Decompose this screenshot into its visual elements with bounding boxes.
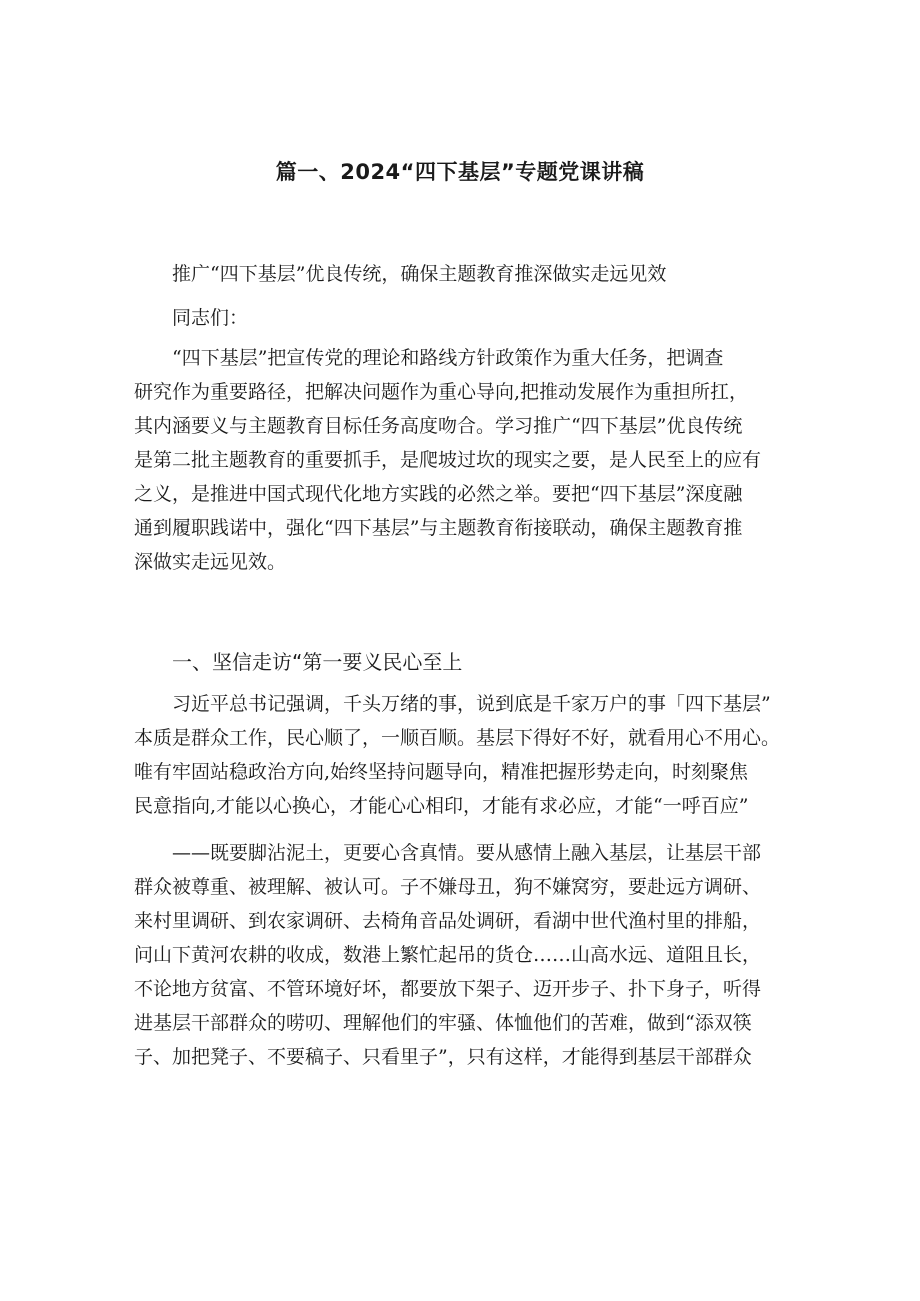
intro-paragraph <box>134 341 796 579</box>
paragraph-line: 深做实走远见效。 <box>134 551 287 573</box>
paragraph-line: 习近平总书记强调，千头万绪的事，说到底是千家万户的事「四下基层” <box>172 693 771 715</box>
document-title: 篇一、2024“四下基层”专题党课讲稿 <box>275 160 645 184</box>
paragraph-line: 本质是群众工作，民心顺了，一顺百顺。基层下得好不好，就看用心不用心。 <box>134 727 781 749</box>
speech-subtitle: 推广“四下基层”优良传统，确保主题教育推深做实走远见效 <box>172 263 667 285</box>
paragraph-line: 不论地方贫富、不管环境好坏，都要放下架子、迈开步子、扑下身子，听得 <box>134 978 762 1000</box>
section-paragraph-1 <box>134 687 796 823</box>
paragraph-line: 民意指向,才能以心换心，才能心心相印，才能有求必应，才能“一呼百应” <box>134 795 749 817</box>
paragraph-line: ——既要脚沾泥土，更要心含真情。要从感情上融入基层，让基层干部 <box>172 842 762 864</box>
paragraph-line: 来村里调研、到农家调研、去椅角音品处调研，看湖中世代渔村里的排船， <box>134 910 762 932</box>
paragraph-line: 是第二批主题教育的重要抓手，是爬坡过坎的现实之要，是人民至上的应有 <box>134 449 762 471</box>
section-paragraph-2 <box>134 836 796 1074</box>
paragraph-line: “四下基层”把宣传党的理论和路线方针政策作为重大任务，把调查 <box>172 347 724 369</box>
paragraph-line: 通到履职践诺中，强化“四下基层”与主题教育衔接联动，确保主题教育推 <box>134 517 743 539</box>
section-heading: 一、坚信走访“第一要义民心至上 <box>172 650 463 674</box>
paragraph-line: 问山下黄河农耕的收成，数港上繁忙起吊的货仓……山高水远、道阻且长， <box>134 944 762 966</box>
paragraph-line: 研究作为重要路径，把解决问题作为重心导向,把推动发展作为重担所扛， <box>134 381 749 403</box>
paragraph-line: 唯有牢固站稳政治方向,始终坚持问题导向，精准把握形势走向，时刻聚焦 <box>134 761 749 783</box>
greeting: 同志们： <box>172 307 249 329</box>
paragraph-line: 进基层干部群众的唠叨、理解他们的牢骚、体恤他们的苦难，做到“添双筷 <box>134 1012 752 1034</box>
paragraph-line: 其内涵要义与主题教育目标任务高度吻合。学习推广“四下基层”优良传统 <box>134 415 743 437</box>
paragraph-line: 群众被尊重、被理解、被认可。子不嫌母丑，狗不嫌窝穷，要赴远方调研、 <box>134 876 762 898</box>
paragraph-line: 之义，是推进中国式现代化地方实践的必然之举。要把“四下基层”深度融 <box>134 483 743 505</box>
paragraph-line: 子、加把凳子、不要稿子、只看里子”，只有这样，才能得到基层干部群众 <box>134 1046 752 1068</box>
